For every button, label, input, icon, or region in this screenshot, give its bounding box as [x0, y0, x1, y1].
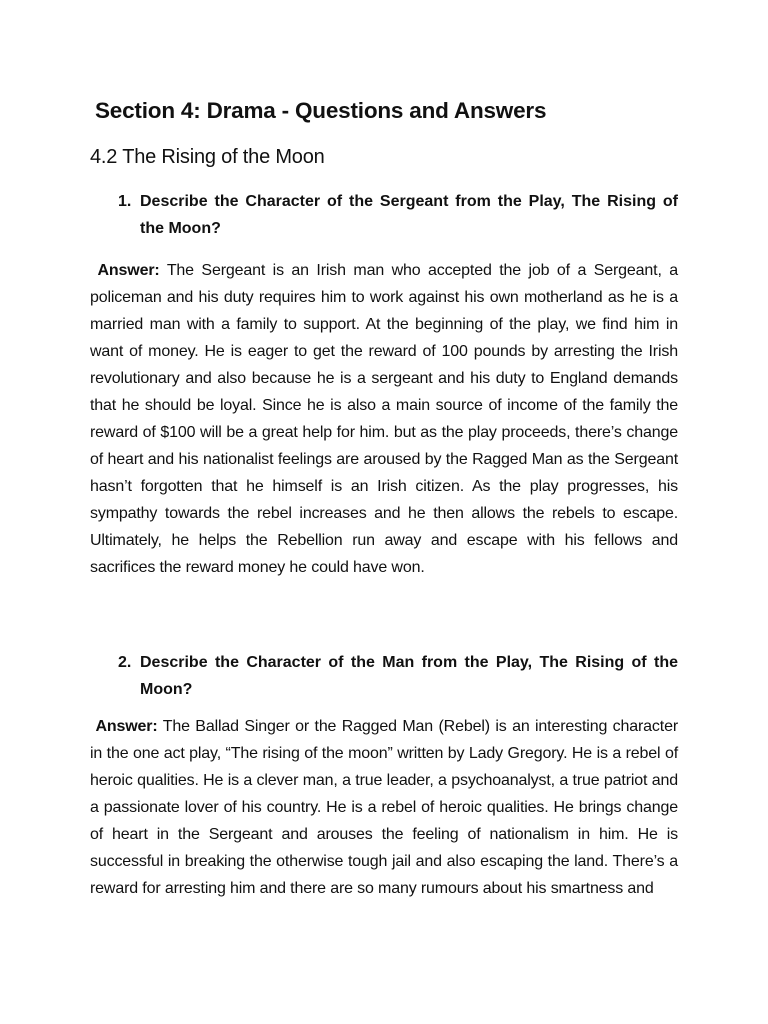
- answer-1: [90, 257, 678, 581]
- question-2: [118, 649, 678, 703]
- section-title: Section 4: Drama - Questions and Answers: [95, 98, 547, 123]
- question-number: 2.: [118, 654, 132, 671]
- question-text: Describe the Character of the Man from the Play, The Rising of the Moon?: [140, 654, 678, 698]
- question-number: 1.: [118, 193, 132, 210]
- answer-2: [90, 713, 678, 902]
- answer-text: The Ballad Singer or the Ragged Man (Rebel) is an interesting character in the one act play, “The rising of the moon” written by Lady Gregory. He is a rebel of heroic qualities. He is a clever man, a true leader, a psychoanalyst, a true patriot and a passionate lover of his country. He is a rebel of heroic qualities. He brings change of heart in the Sergeant and arouses the feeling of nationalism in him. He is successful in breaking the otherwise tough jail and also escaping the land. There’s a reward for arresting him and there are so many rumours about his smartness and: [90, 718, 679, 897]
- subsection-title: 4.2 The Rising of the Moon: [90, 146, 325, 168]
- answer-text: The Sergeant is an Irish man who accepted the job of a Sergeant, a policeman and his duty requires him to work against his own motherland as he is a married man with a family to support. At the beginning of the play, we find him in want of money. He is eager to get the reward of 100 pounds by arresting the Irish revolutionary and also because he is a sergeant and his duty to England demands that he should be loyal. Since he is also a main source of income of the family the reward of $100 will be a great help for him. but as the play proceeds, there’s change of heart and his nationalist feelings are aroused by the Ragged Man as the Sergeant hasn’t forgotten that he himself is an Irish citizen. As the play progresses, his sympathy towards the rebel increases and he then allows the rebels to escape. Ultimately, he helps the Rebellion run away and escape with his fellows and sacrifices the reward money he could have won.: [90, 262, 679, 576]
- question-1: [118, 188, 678, 242]
- answer-label: Answer:: [95, 718, 158, 735]
- question-text: Describe the Character of the Sergeant from the Play, The Rising of the Moon?: [140, 193, 678, 237]
- answer-label: Answer:: [97, 262, 160, 279]
